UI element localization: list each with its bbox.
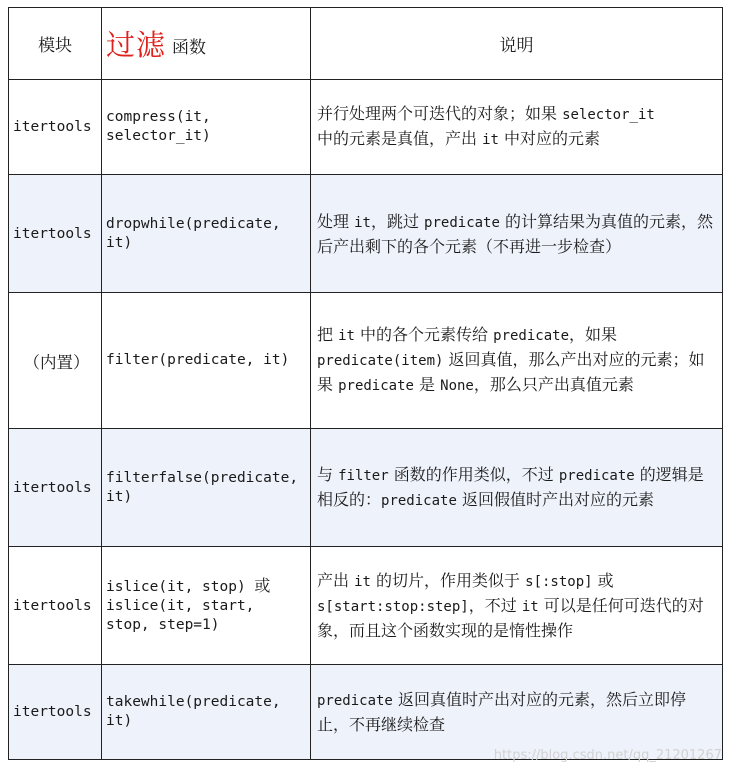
watermark: https://blog.csdn.net/qq_21201267	[493, 748, 722, 763]
description-cell: 处理 it，跳过 predicate 的计算结果为真值的元素，然后产出剩下的各个元素（不再进一步检查）	[311, 175, 723, 293]
filter-functions-table	[8, 7, 723, 760]
function-cell: compress(it, selector_it)	[102, 80, 311, 175]
function-cell: filterfalse(predicate, it)	[102, 429, 311, 547]
table-row	[9, 665, 723, 760]
module-cell: itertools	[9, 175, 102, 293]
function-cell: takewhile(predicate, it)	[102, 665, 311, 760]
header-function	[102, 8, 311, 80]
table-row	[9, 429, 723, 547]
function-cell: filter(predicate, it)	[102, 293, 311, 429]
module-cell: （内置）	[9, 293, 102, 429]
description-cell: 产出 it 的切片，作用类似于 s[:stop] 或 s[start:stop:step]，不过 it 可以是任何可迭代的对象，而且这个函数实现的是惰性操作	[311, 547, 723, 665]
module-cell: itertools	[9, 429, 102, 547]
table-row	[9, 175, 723, 293]
description-cell: 与 filter 函数的作用类似，不过 predicate 的逻辑是相反的：predicate 返回假值时产出对应的元素	[311, 429, 723, 547]
module-cell: itertools	[9, 665, 102, 760]
function-cell: islice(it, stop) 或 islice(it, start, stop, step=1)	[102, 547, 311, 665]
description-cell: predicate 返回真值时产出对应的元素，然后立即停止，不再继续检查	[311, 665, 723, 760]
description-cell: 把 it 中的各个元素传给 predicate，如果 predicate(item) 返回真值，那么产出对应的元素；如果 predicate 是 None，那么只产出真值元素	[311, 293, 723, 429]
module-cell: itertools	[9, 547, 102, 665]
table-row	[9, 293, 723, 429]
table-row	[9, 547, 723, 665]
header-description: 说明	[311, 8, 723, 80]
description-cell: 并行处理两个可迭代的对象；如果 selector_it 中的元素是真值，产出 it 中对应的元素	[311, 80, 723, 175]
module-cell: itertools	[9, 80, 102, 175]
header-highlight: 过滤	[106, 28, 167, 62]
table-row	[9, 80, 723, 175]
header-function-label: 函数	[172, 38, 207, 58]
function-cell: dropwhile(predicate, it)	[102, 175, 311, 293]
header-row	[9, 8, 723, 80]
header-module: 模块	[9, 8, 102, 80]
